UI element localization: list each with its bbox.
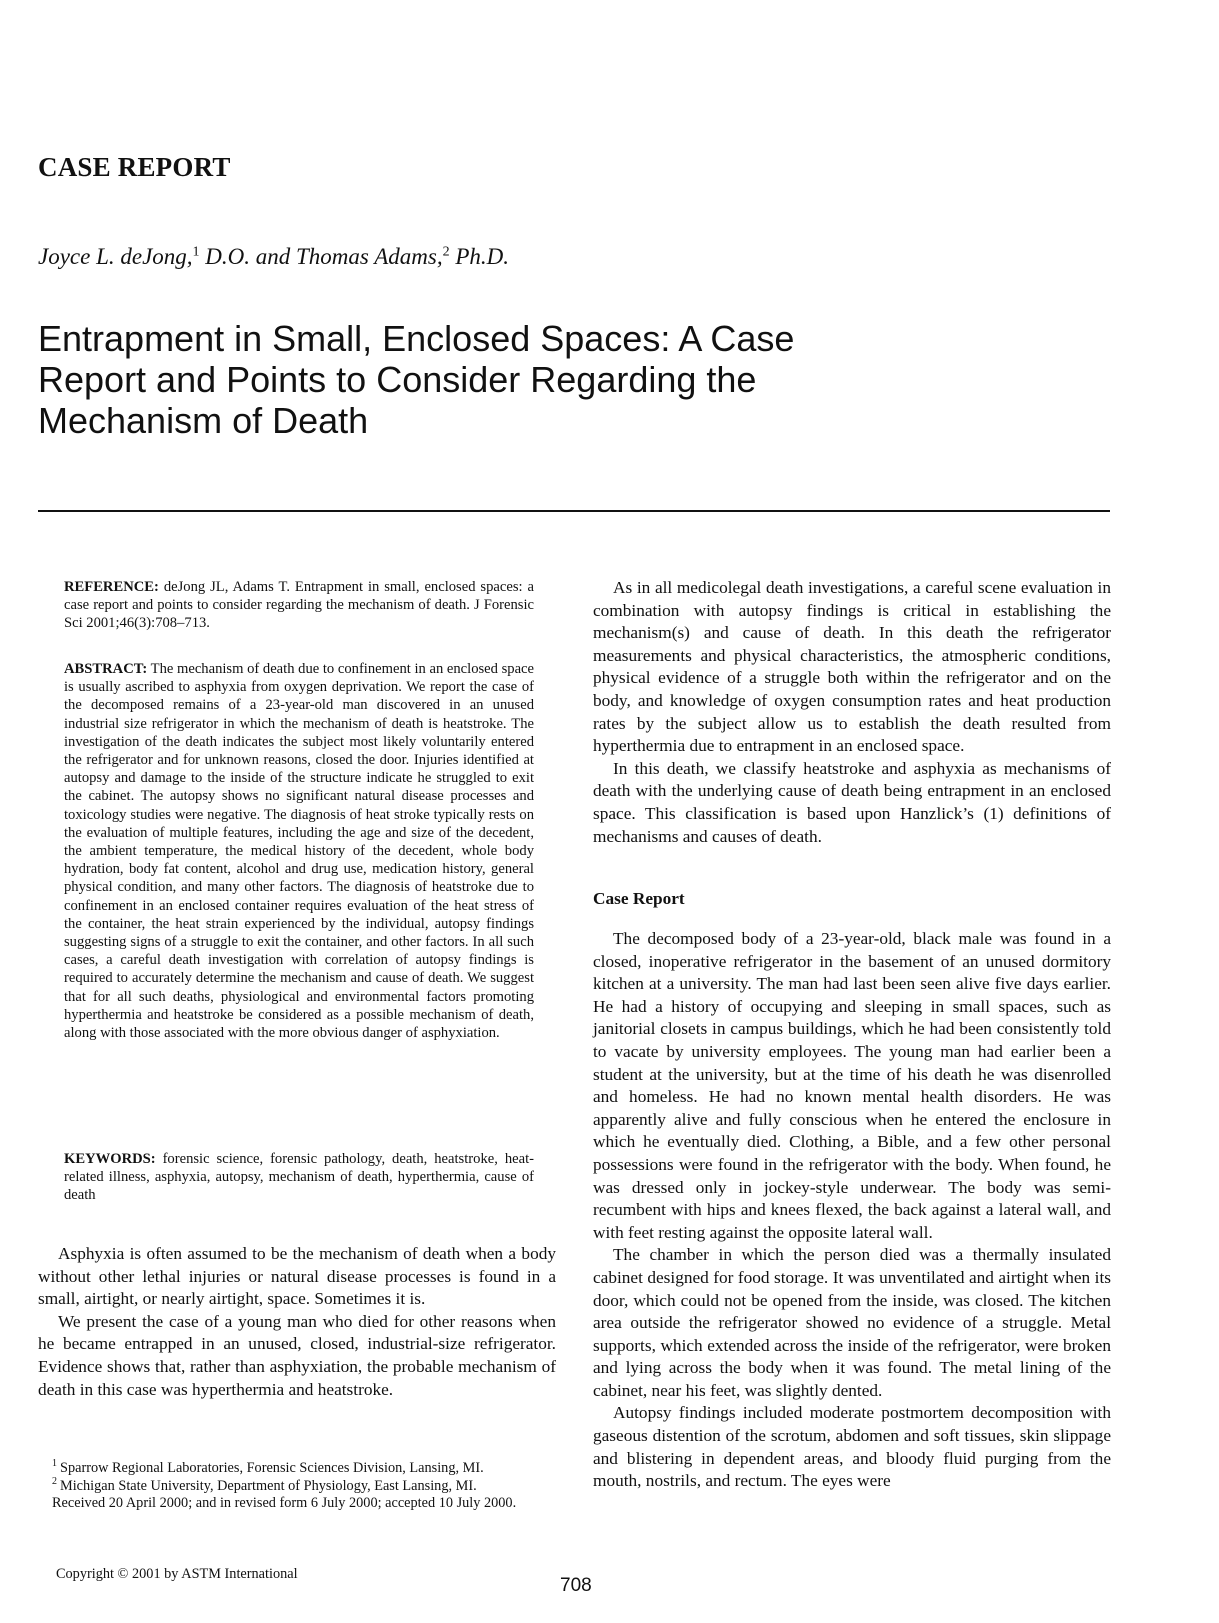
title-divider — [38, 510, 1110, 512]
reference-text: deJong JL, Adams T. Entrapment in small, enclosed spaces: a case report and points to consider regarding the mechanism of death. J Forensic Sci 2001;46(3):708–713. — [64, 579, 534, 632]
abstract-text: The mechanism of death due to confinement in an enclosed space is usually ascribed to asphyxia from oxygen deprivation. We report the case of the decomposed remains of a 23-year-old man discovered in an unused industrial size refrigerator in which the mechanism of death is heatstroke. The investigation of the death indicates the subject most likely voluntarily entered the refrigerator and for unknown reasons, closed the door. Injuries identified at autopsy and damage to the inside of the structure indicate he struggled to exit the cabinet. The autopsy shows no significant natural disease processes and toxicology studies were negative. The diagnosis of heat stroke typically rests on the evaluation of multiple features, including the age and size of the decedent, the ambient temperature, the medical history of the decedent, whole body hydration, body fat content, alcohol and drug use, medication history, general physical condition, and many other factors. The diagnosis of heatstroke due to confinement in an enclosed container requires evaluation of the heat stress of the container, the heat strain experienced by the individual, autopsy findings suggesting signs of a struggle to exit the container, and other factors. In all such cases, a careful death investigation with correlation of autopsy findings is required to accurately determine the mechanism and cause of death. We suggest that for all such deaths, physiological and environmental factors promoting hyperthermia and heatstroke be considered as a possible mechanism of death, along with those associated with the more obvious danger of asphyxiation. — [64, 661, 534, 1042]
reference-block — [64, 578, 534, 633]
footnote-2 — [38, 1475, 556, 1496]
author-connector: D.O. and Thomas Adams, — [199, 244, 443, 269]
right-paragraph-1: As in all medicolegal death investigations, a careful scene evaluation in combination with autopsy findings is critical in establishing the mechanism(s) and cause of death. In this death the refrigerator measurements and physical characteristics, the atmospheric conditions, physical evidence of a struggle both within the refrigerator and on the body, and knowledge of oxygen consumption rates and heat production rates by the subject allow us to establish the death resulted from hyperthermia due to entrapment in an enclosed space. — [593, 578, 1111, 756]
keywords-block — [64, 1150, 534, 1205]
section-label: CASE REPORT — [38, 152, 231, 182]
footnote-1-text: Sparrow Regional Laboratories, Forensic Sciences Division, Lansing, MI. — [60, 1460, 484, 1476]
received-dates: Received 20 April 2000; and in revised form 6 July 2000; accepted 10 July 2000. — [52, 1495, 517, 1512]
reference-label: REFERENCE: — [64, 579, 159, 595]
footnote-1-marker: 1 — [52, 1458, 57, 1470]
footnote-2-text: Michigan State University, Department of Physiology, East Lansing, MI. — [60, 1477, 477, 1494]
title-line-2: Report and Points to Consider Regarding the — [38, 359, 757, 400]
author-2-degree: Ph.D. — [449, 244, 509, 269]
case-paragraph-2: The chamber in which the person died was a thermally insulated cabinet designed for food storage. It was unventilated and airtight when its door, which could not be opened from the inside, was closed. The kitchen area outside the refrigerator showed no evidence of a struggle. Metal supports, which extended across the inside of the refrigerator, were broken and lying across the body when it was found. The metal lining of the cabinet, near his feet, was slightly dented. — [593, 1245, 1111, 1400]
case-paragraph-3: Autopsy findings included moderate postmortem decomposition with gaseous distention of the scrotum, abdomen and soft tissues, skin slippage and blistering in dependent areas, and bloody fluid purging from the mouth, nostrils, and rectum. The eyes were — [593, 1403, 1111, 1491]
abstract-block — [64, 660, 534, 1042]
case-report-heading: Case Report — [593, 889, 685, 908]
case-report-body — [593, 928, 1111, 1493]
title-line-1: Entrapment in Small, Enclosed Spaces: A Case — [38, 318, 795, 359]
footnote-2-marker: 2 — [52, 1475, 57, 1487]
copyright-notice: Copyright © 2001 by ASTM International — [56, 1566, 298, 1582]
title-line-3: Mechanism of Death — [38, 400, 369, 441]
footnote-1 — [38, 1460, 556, 1478]
case-paragraph-1: The decomposed body of a 23-year-old, black male was found in a closed, inoperative refrigerator in the basement of an unused dormitory kitchen at a university. The man had last been seen alive five days earlier. He had a history of occupying and sleeping in small spaces, such as janitorial closets in campus buildings, which he had been consistently told to vacate by university employees. The young man had earlier been a student at the university, but at the time of his death he was disenrolled and homeless. He had no known mental health disorders. He was apparently alive and fully conscious when he entered the enclosure in which he eventually died. Clothing, a Bible, and a few other personal possessions were found in the refrigerator with the body. When found, he was dressed only in jockey-style underwear. The body was semi-recumbent with hips and knees flexed, the back against a lateral wall, and with feet resting against the opposite lateral wall. — [593, 929, 1111, 1242]
keywords-label: KEYWORDS: — [64, 1151, 156, 1167]
right-column-intro — [593, 577, 1111, 848]
right-paragraph-2: In this death, we classify heatstroke and asphyxia as mechanisms of death with the underlying cause of death being entrapment in an enclosed space. This classification is based upon Hanzlick’s (1) definitions of mechanisms and causes of death. — [593, 758, 1111, 846]
intro-column — [38, 1243, 556, 1401]
author-1: Joyce L. deJong, — [38, 244, 193, 269]
intro-paragraph-1: Asphyxia is often assumed to be the mechanism of death when a body without other lethal injuries or natural disease processes is found in a small, airtight, or nearly airtight, space. Sometimes it is. — [38, 1244, 556, 1309]
author-1-affiliation-marker: 1 — [192, 244, 200, 260]
abstract-label: ABSTRACT: — [64, 661, 148, 677]
author-line — [38, 244, 509, 270]
footnotes — [38, 1460, 556, 1513]
page-number: 708 — [560, 1575, 592, 1596]
intro-paragraph-2: We present the case of a young man who died for other reasons when he became entrapped in an unused, closed, industrial-size refrigerator. Evidence shows that, rather than asphyxiation, the probable mechanism of death in this case was hyperthermia and heatstroke. — [38, 1311, 556, 1399]
keywords-text: forensic science, forensic pathology, death, heatstroke, heat-related illness, asphyxia, autopsy, mechanism of death, hyperthermia, cause of death — [64, 1151, 534, 1204]
author-2-affiliation-marker: 2 — [442, 244, 450, 260]
article-title — [38, 318, 838, 441]
